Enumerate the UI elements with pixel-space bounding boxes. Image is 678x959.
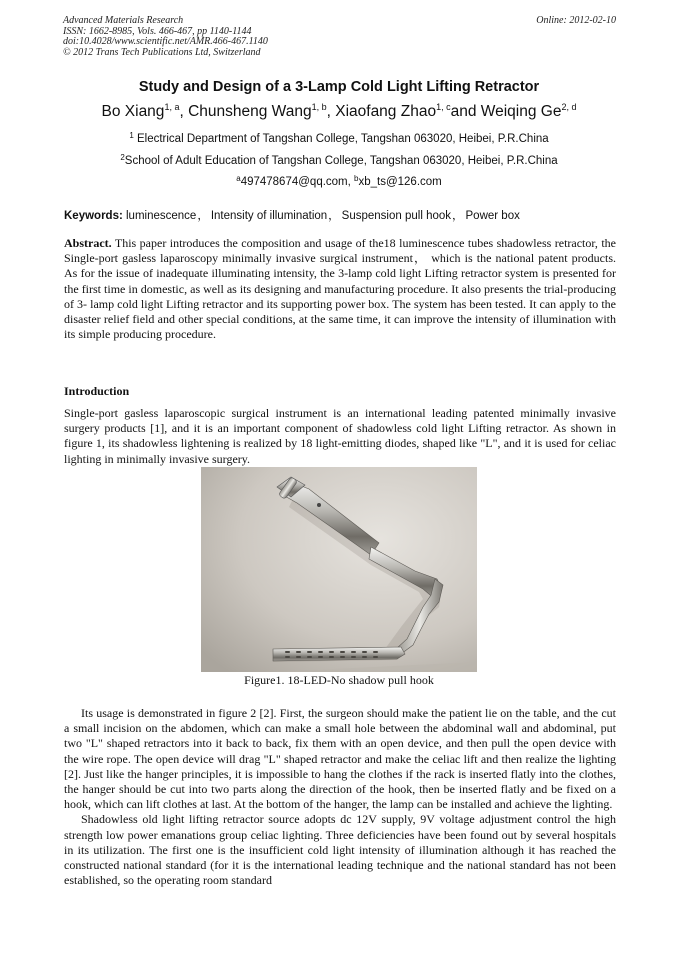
author-separator: , <box>179 103 189 120</box>
email-superscript: b <box>354 174 359 183</box>
keyword: Intensity of illumination <box>210 210 328 222</box>
retractor-photo <box>201 467 477 672</box>
email-superscript: a <box>236 174 241 183</box>
paper-title: Study and Design of a 3-Lamp Cold Light Lifting Retractor <box>138 79 540 95</box>
intro-paragraph-1: Single-port gasless laparoscopic surgical instrument is an international leading patented minimally invasive surgery products [1], and it is an important component of shadowless cold light Lifting retractor. As shown in figure 1, its shadowless lightening is realized by 18 light-emitting diodes, shaped like "L", and it is used for celiac lighting in minimally invasive surgery. <box>64 406 616 466</box>
figure-caption: Figure1. 18-LED-No shadow pull hook <box>244 673 434 687</box>
affiliation-number: 1 <box>129 131 134 140</box>
journal-name: Advanced Materials Research <box>63 15 184 26</box>
author-separator: , <box>326 103 336 120</box>
keyword-separator: ， <box>197 210 209 222</box>
author-emails <box>0 174 678 188</box>
author-conjunction: and <box>450 103 481 120</box>
retractor-illustration <box>201 467 477 672</box>
author-superscript: 2, d <box>561 102 577 112</box>
issn-line: ISSN: 1662-8985, Vols. 466-467, pp 1140-1144 <box>63 25 252 37</box>
author-superscript: 1, c <box>436 102 451 112</box>
affiliation-1 <box>0 131 678 145</box>
abstract-text: This paper introduces the composition and usage of the18 luminescence tubes shadowless retractor, the Single-port gasless laparoscopy minimally invasive surgical instrument， which is the national patent products. As for the issue of inadequate illuminating intensity, the 3-lamp cold light Lifting retractor system is presented for the first time in domestic, as well as its designing and manufacturing procedure. It also presents the trial-producing of 3- lamp cold light Lifting retractor and its supporting power box. The system has been tested. It can apply to the disaster relief field and other special conditions, at the same time, it can improve the intensity of illumination with its simple producing procedure. <box>64 236 616 342</box>
author-superscript: 1, a <box>164 102 180 112</box>
journal-info <box>63 16 616 58</box>
affiliation-text: Electrical Department of Tangshan College, Tangshan 063020, Heibei, P.R.China <box>136 133 549 145</box>
email-address: 497478674@qq.com, <box>240 176 355 188</box>
doi-line: doi:10.4028/www.scientific.net/AMR.466-467.1140 <box>63 36 268 48</box>
keyword: Power box <box>465 210 520 222</box>
author-list <box>0 102 678 121</box>
intro-body <box>64 706 616 888</box>
keywords-line <box>64 207 616 223</box>
keyword: luminescence <box>126 210 197 222</box>
section-heading: Introduction <box>64 384 130 398</box>
online-date: Online: 2012-02-10 <box>536 15 616 26</box>
author-superscript: 1, b <box>311 102 327 112</box>
copyright-line: © 2012 Trans Tech Publications Ltd, Switzerland <box>63 46 261 58</box>
running-header <box>63 16 616 58</box>
affiliation-number: 2 <box>120 153 125 162</box>
keyword-separator: ， <box>452 210 464 222</box>
author-name: Bo Xiang <box>101 103 165 120</box>
keyword-separator: ， <box>328 210 340 222</box>
author-name: Chunsheng Wang <box>188 103 312 120</box>
abstract-label: Abstract. <box>64 236 112 250</box>
keyword: Suspension pull hook <box>341 210 452 222</box>
affiliation-2 <box>0 153 678 167</box>
affiliation-text: School of Adult Education of Tangshan College, Tangshan 063020, Heibei, P.R.China <box>124 155 558 167</box>
author-name: Weiqing Ge <box>480 103 562 120</box>
abstract-paragraph <box>64 236 616 342</box>
keywords-label: Keywords: <box>64 210 123 222</box>
email-address: xb_ts@126.com <box>358 176 442 188</box>
intro-paragraph-3: Shadowless old light lifting retractor source adopts dc 12V supply, 9V voltage adjustment control the high strength low power emanations group celiac lighting. Three deficiencies have been found out by several hospitals in its utilization. The first one is the insufficient cold light intensity of illumination although it has reached the constructed national standard (for it is the international leading technique and the national standard has not been established, so the operating room standard <box>64 812 616 888</box>
author-name: Xiaofang Zhao <box>335 103 437 120</box>
intro-paragraph-2: Its usage is demonstrated in figure 2 [2]. First, the surgeon should make the patient lie on the table, and the cut a small incision on the abdomen, which can make a small hole between the abdominal wall and abdominal, put two "L" shaped retractors into it back to back, fix them with an open device, and then pull the open device with the wire rope. The open device will drag "L" shaped retractor and make the celiac lift and then realize the lighting [2]. Just like the hanger principles, it is impossible to hang the clothes if the rack is inserted flatly into the clothes, the hanger should be cut into two parts along the direction of the hook, then be inserted flatly and be fixed on a hook, which can lift clothes at last. At the bottom of the hanger, the lamp can be installed and achieve the lighting. <box>64 706 616 812</box>
